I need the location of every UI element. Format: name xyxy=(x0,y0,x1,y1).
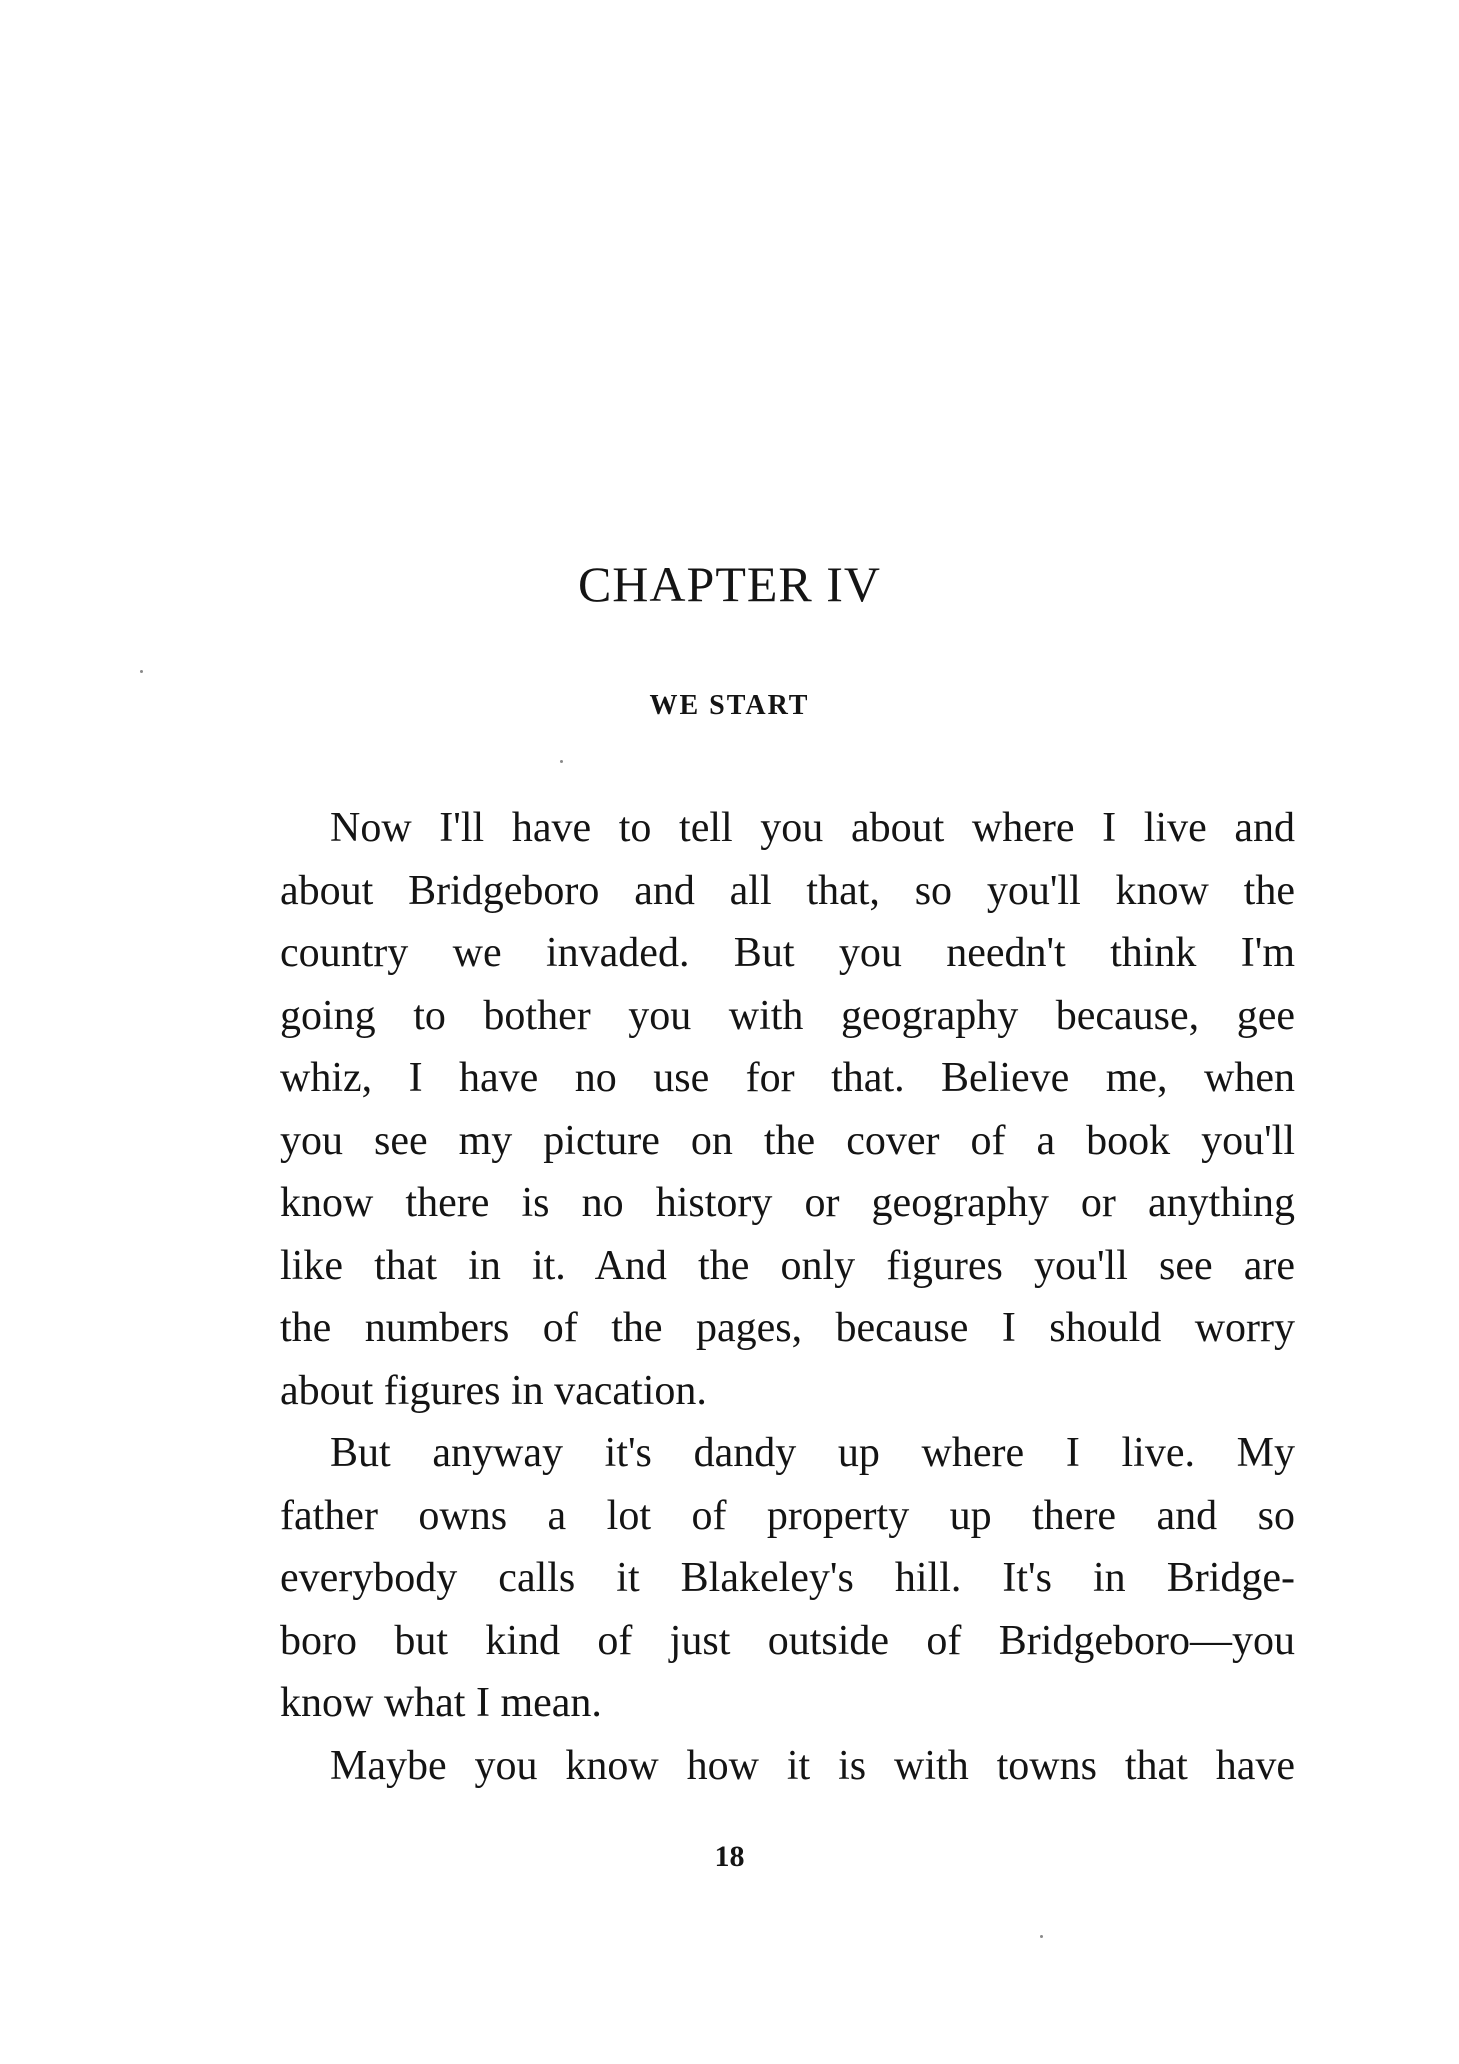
text-line: like that in it. And the only figures you'll see are xyxy=(280,1242,1295,1289)
text-line: you see my picture on the cover of a book you'll xyxy=(280,1117,1295,1164)
paragraph-3 xyxy=(280,1735,1295,1798)
print-speck xyxy=(140,670,143,673)
text-line: whiz, I have no use for that. Believe me, when xyxy=(280,1055,1295,1101)
text-line: about figures in vacation. xyxy=(280,1367,707,1414)
text-line: father owns a lot of property up there and so xyxy=(280,1492,1295,1539)
page-number: 18 xyxy=(714,1840,745,1873)
text-line: Maybe you know how it is with towns that have xyxy=(330,1742,1295,1789)
paragraph-1 xyxy=(280,797,1295,1422)
body-text xyxy=(280,797,1295,1797)
chapter-title: CHAPTER IV xyxy=(577,556,882,612)
text-line: country we invaded. But you needn't think I'm xyxy=(280,930,1295,976)
text-line: the numbers of the pages, because I should worry xyxy=(280,1305,1295,1351)
text-line: know there is no history or geography or anything xyxy=(280,1180,1295,1226)
text-line: going to bother you with geography because, gee xyxy=(280,992,1295,1039)
chapter-subtitle: WE START xyxy=(649,690,810,721)
text-line: about Bridgeboro and all that, so you'll know the xyxy=(280,867,1295,914)
text-line: everybody calls it Blakeley's hill. It's in Bridge- xyxy=(280,1555,1295,1601)
text-line: boro but kind of just outside of Bridgeboro—you xyxy=(280,1617,1295,1664)
text-line: Now I'll have to tell you about where I live and xyxy=(330,805,1295,851)
paragraph-2 xyxy=(280,1422,1295,1735)
print-speck xyxy=(1040,1935,1043,1938)
print-speck xyxy=(560,760,563,763)
text-line: know what I mean. xyxy=(280,1680,602,1726)
text-line: But anyway it's dandy up where I live. My xyxy=(330,1430,1295,1476)
